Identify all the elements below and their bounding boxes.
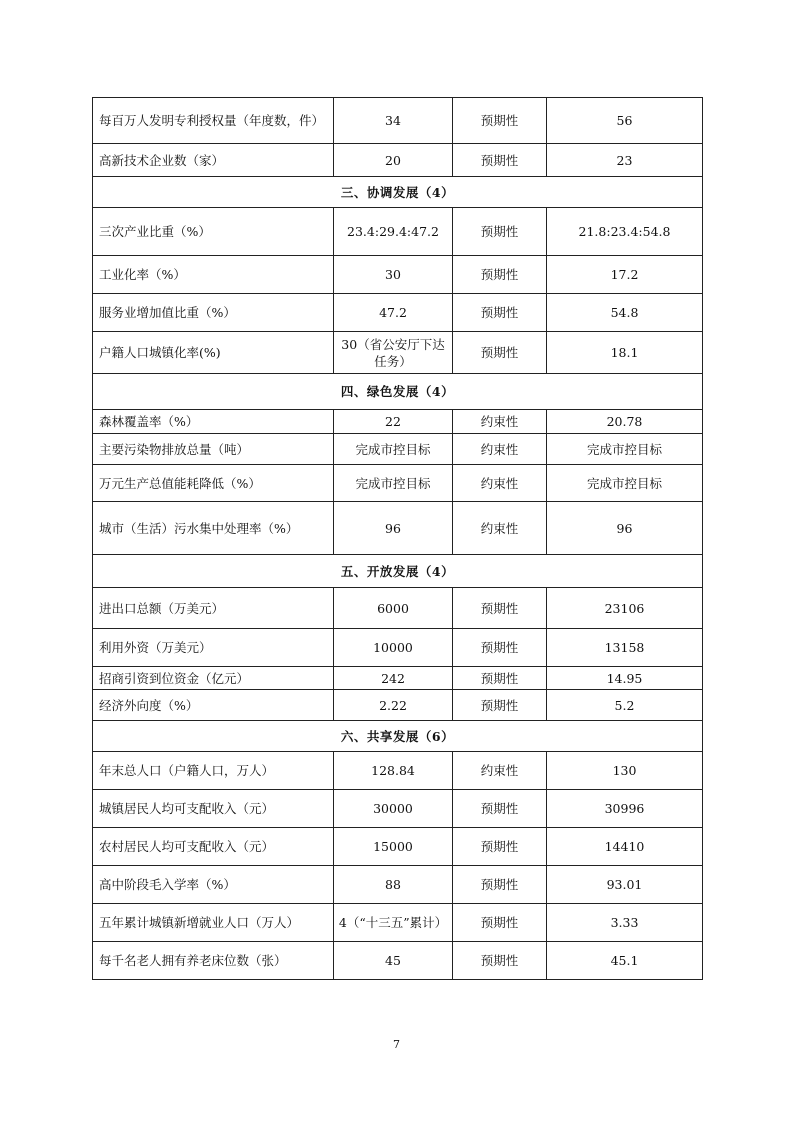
target-value: 完成市控目标 — [547, 465, 703, 502]
base-value: 完成市控目标 — [334, 465, 453, 502]
indicator-name: 农村居民人均可支配收入（元） — [93, 828, 334, 866]
target-value: 130 — [547, 752, 703, 790]
indicator-name: 五年累计城镇新增就业人口（万人） — [93, 904, 334, 942]
table-row — [93, 465, 703, 502]
table-row — [93, 332, 703, 374]
indicator-table — [92, 97, 703, 980]
indicator-name: 三次产业比重（%） — [93, 208, 334, 256]
indicator-name: 主要污染物排放总量（吨） — [93, 434, 334, 465]
target-value: 23106 — [547, 588, 703, 629]
indicator-name: 进出口总额（万美元） — [93, 588, 334, 629]
page-number: 7 — [393, 1038, 400, 1051]
table-row — [93, 690, 703, 721]
table-row — [93, 588, 703, 629]
target-value: 21.8:23.4:54.8 — [547, 208, 703, 256]
table-row — [93, 294, 703, 332]
indicator-nature: 预期性 — [453, 588, 547, 629]
base-value: 242 — [334, 667, 453, 690]
indicator-name: 户籍人口城镇化率(%) — [93, 332, 334, 374]
target-value: 完成市控目标 — [547, 434, 703, 465]
base-value: 96 — [334, 502, 453, 555]
target-value: 13158 — [547, 629, 703, 667]
indicator-name: 高新技术企业数（家） — [93, 144, 334, 177]
table-row — [93, 208, 703, 256]
indicator-name: 万元生产总值能耗降低（%） — [93, 465, 334, 502]
indicator-nature: 约束性 — [453, 752, 547, 790]
target-value: 45.1 — [547, 942, 703, 980]
base-value: 88 — [334, 866, 453, 904]
table-row — [93, 790, 703, 828]
indicator-nature: 预期性 — [453, 942, 547, 980]
section-row — [93, 374, 703, 410]
table-row — [93, 866, 703, 904]
indicator-nature: 预期性 — [453, 866, 547, 904]
table-row — [93, 410, 703, 434]
base-value: 128.84 — [334, 752, 453, 790]
section-title: 四、绿色发展（4） — [93, 374, 703, 410]
indicator-name: 每百万人发明专利授权量（年度数，件） — [93, 98, 334, 144]
indicator-nature: 预期性 — [453, 629, 547, 667]
indicator-name: 服务业增加值比重（%） — [93, 294, 334, 332]
target-value: 93.01 — [547, 866, 703, 904]
indicator-name: 森林覆盖率（%） — [93, 410, 334, 434]
target-value: 56 — [547, 98, 703, 144]
indicator-table-body — [93, 98, 703, 980]
indicator-nature: 预期性 — [453, 144, 547, 177]
indicator-nature: 约束性 — [453, 410, 547, 434]
base-value: 30000 — [334, 790, 453, 828]
table-row — [93, 144, 703, 177]
base-value: 4（“十三五”累计） — [334, 904, 453, 942]
indicator-name: 城市（生活）污水集中处理率（%） — [93, 502, 334, 555]
indicator-nature: 预期性 — [453, 667, 547, 690]
table-row — [93, 98, 703, 144]
indicator-nature: 约束性 — [453, 434, 547, 465]
indicator-nature: 预期性 — [453, 332, 547, 374]
base-value: 6000 — [334, 588, 453, 629]
target-value: 17.2 — [547, 256, 703, 294]
target-value: 96 — [547, 502, 703, 555]
target-value: 3.33 — [547, 904, 703, 942]
indicator-nature: 预期性 — [453, 98, 547, 144]
indicator-name: 城镇居民人均可支配收入（元） — [93, 790, 334, 828]
table-row — [93, 942, 703, 980]
target-value: 5.2 — [547, 690, 703, 721]
base-value: 20 — [334, 144, 453, 177]
indicator-name: 招商引资到位资金（亿元） — [93, 667, 334, 690]
target-value: 14410 — [547, 828, 703, 866]
table-row — [93, 904, 703, 942]
section-row — [93, 721, 703, 752]
indicator-nature: 约束性 — [453, 502, 547, 555]
table-row — [93, 256, 703, 294]
base-value: 30 — [334, 256, 453, 294]
base-value: 30（省公安厅下达任务） — [334, 332, 453, 374]
indicator-nature: 预期性 — [453, 256, 547, 294]
indicator-nature: 约束性 — [453, 465, 547, 502]
indicator-name: 高中阶段毛入学率（%） — [93, 866, 334, 904]
indicator-name: 经济外向度（%） — [93, 690, 334, 721]
table-row — [93, 667, 703, 690]
base-value: 15000 — [334, 828, 453, 866]
base-value: 2.22 — [334, 690, 453, 721]
base-value: 45 — [334, 942, 453, 980]
target-value: 54.8 — [547, 294, 703, 332]
base-value: 完成市控目标 — [334, 434, 453, 465]
indicator-name: 工业化率（%） — [93, 256, 334, 294]
section-title: 五、开放发展（4） — [93, 555, 703, 588]
section-title: 三、协调发展（4） — [93, 177, 703, 208]
base-value: 34 — [334, 98, 453, 144]
indicator-nature: 预期性 — [453, 294, 547, 332]
table-row — [93, 752, 703, 790]
indicator-nature: 预期性 — [453, 690, 547, 721]
target-value: 23 — [547, 144, 703, 177]
indicator-name: 每千名老人拥有养老床位数（张） — [93, 942, 334, 980]
indicator-nature: 预期性 — [453, 208, 547, 256]
indicator-nature: 预期性 — [453, 790, 547, 828]
table-row — [93, 434, 703, 465]
table-row — [93, 828, 703, 866]
section-row — [93, 555, 703, 588]
section-title: 六、共享发展（6） — [93, 721, 703, 752]
indicator-name: 年末总人口（户籍人口，万人） — [93, 752, 334, 790]
target-value: 18.1 — [547, 332, 703, 374]
indicator-nature: 预期性 — [453, 828, 547, 866]
target-value: 14.95 — [547, 667, 703, 690]
target-value: 20.78 — [547, 410, 703, 434]
base-value: 23.4:29.4:47.2 — [334, 208, 453, 256]
table-row — [93, 502, 703, 555]
section-row — [93, 177, 703, 208]
table-row — [93, 629, 703, 667]
target-value: 30996 — [547, 790, 703, 828]
base-value: 22 — [334, 410, 453, 434]
indicator-name: 利用外资（万美元） — [93, 629, 334, 667]
indicator-nature: 预期性 — [453, 904, 547, 942]
base-value: 10000 — [334, 629, 453, 667]
base-value: 47.2 — [334, 294, 453, 332]
